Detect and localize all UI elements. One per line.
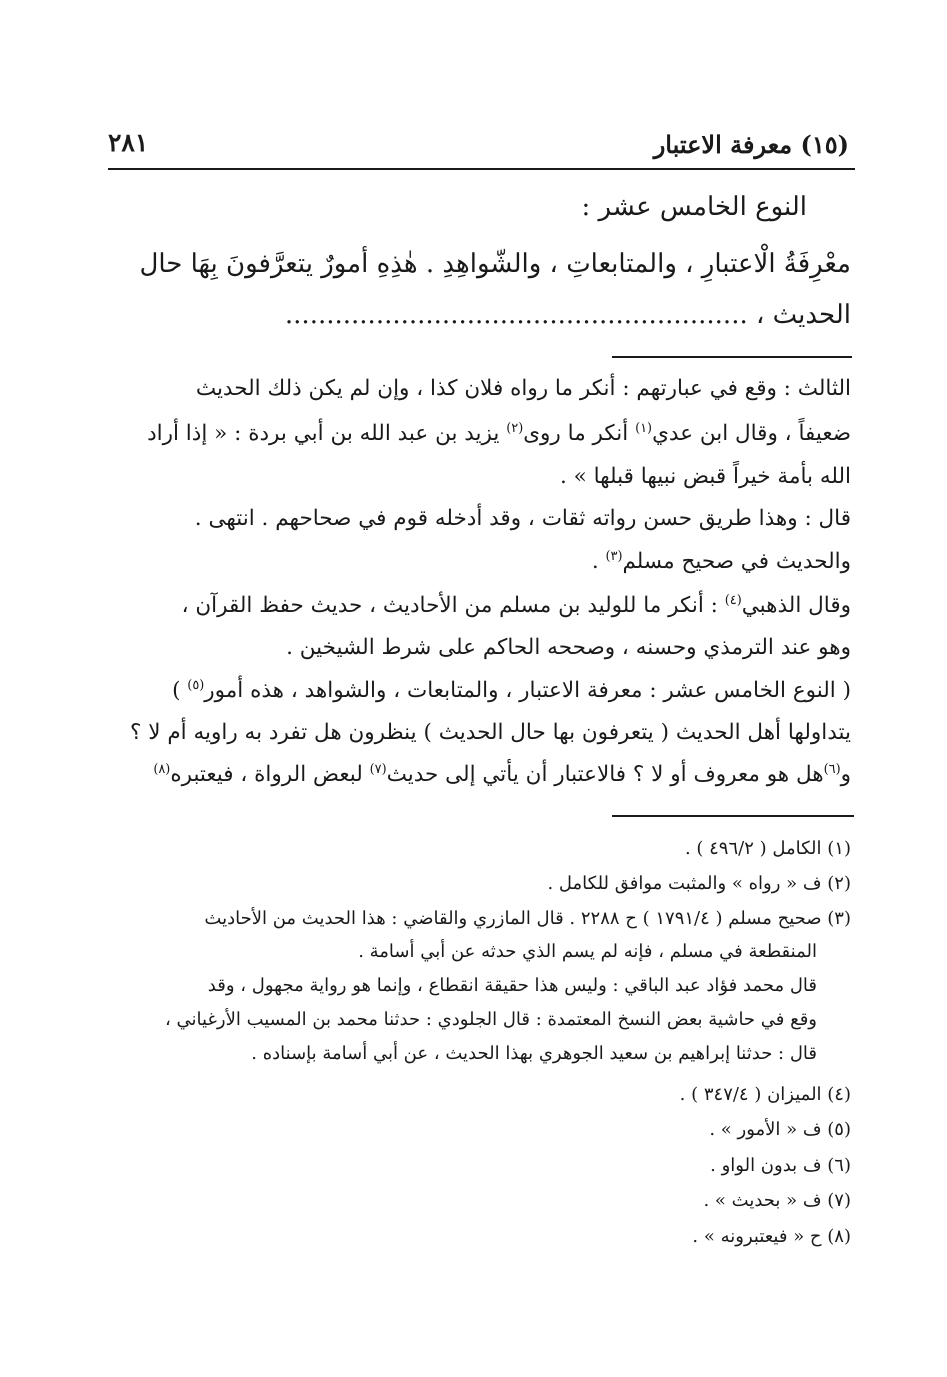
footnote-ref: (٦) — [823, 761, 841, 777]
footnote-ref: (٨) — [153, 761, 171, 777]
footnote-ref: (٣) — [605, 548, 623, 564]
commentary-text: : أنكر ما للوليد بن مسلم من الأحاديث ، حديث حفظ القرآن ، — [181, 593, 725, 618]
commentary-line-4: قال : وهذا طريق حسن رواته ثقات ، وقد أدخله قوم في صحاحهم . انتهى . — [194, 506, 851, 531]
footnote-3-cont-4: قال : حدثنا إبراهيم بن سعيد الجوهري بهذا الحديث ، عن أبي أسامة بإسناده . — [251, 1043, 817, 1064]
footnote-3-cont-3: وقع في حاشية بعض النسخ المعتمدة : قال الجلودي : حدثنا محمد بن المسيب الأرغياني ، — [165, 1009, 817, 1030]
footnote-1: (١) الكامل ( ٤٩٦/٢ ) . — [684, 838, 851, 859]
commentary-line-3: الله بأمة خيراً قبض نبيها قبلها » . — [559, 464, 851, 489]
footnote-5: (٥) ف « الأمور » . — [709, 1119, 851, 1140]
commentary-text: وقال الذهبي — [741, 593, 851, 618]
footnote-ref: (١) — [635, 420, 653, 436]
commentary-line-5 — [592, 549, 851, 574]
commentary-text: أنكر ما روى — [523, 421, 636, 446]
commentary-line-7: وهو عند الترمذي وحسنه ، وصححه الحاكم على شرط الشيخين . — [286, 635, 851, 660]
commentary-text: لبعض الرواة ، فيعتبره — [170, 762, 370, 787]
footnote-4: (٤) الميزان ( ٣٤٧/٤ ) . — [679, 1084, 851, 1105]
footnote-ref: (٤) — [724, 592, 742, 608]
footnote-7: (٧) ف « بحديث » . — [703, 1190, 851, 1211]
commentary-text: يزيد بن عبد الله بن أبي بردة : « إذا أراد — [147, 421, 507, 446]
main-text-separator — [612, 356, 852, 358]
commentary-line-2 — [147, 421, 851, 446]
footnote-8: (٨) ح « فيعتبرونه » . — [692, 1226, 851, 1247]
main-text-line-2: الحديث ، ........................................................ — [284, 300, 851, 330]
running-header — [108, 126, 855, 170]
footnote-separator — [612, 815, 854, 817]
commentary-text: والحديث في صحيح مسلم — [622, 549, 851, 574]
main-text-line-1: معْرِفَةُ الْاعتبارِ ، والمتابعاتِ ، والشّواهِدِ . هٰذِهِ أمورٌ يتعرَّفونَ بِهَا حال — [139, 249, 851, 279]
footnote-6: (٦) ف بدون الواو . — [710, 1155, 851, 1176]
commentary-line-1: الثالث : وقع في عبارتهم : أنكر ما رواه فلان كذا ، وإن لم يكن ذلك الحديث — [195, 376, 851, 401]
commentary-text: ) — [172, 678, 188, 703]
commentary-text: و — [840, 762, 851, 787]
footnote-3: (٣) صحيح مسلم ( ١٧٩١/٤ ) ح ٢٢٨٨ . قال المازري والقاضي : هذا الحديث من الأحاديث — [204, 908, 851, 929]
commentary-line-9: يتداولها أهل الحديث ( يتعرفون بها حال الحديث ) ينظرون هل تفرد به راويه أم لا ؟ — [130, 720, 851, 745]
commentary-line-10 — [153, 762, 851, 787]
footnote-ref: (٢) — [506, 420, 524, 436]
commentary-text: . — [591, 549, 606, 574]
footnote-3-cont-1: المنقطعة في مسلم ، فإنه لم يسم الذي حدثه عن أبي أسامة . — [358, 941, 817, 962]
commentary-line-6 — [182, 593, 851, 618]
section-heading: النوع الخامس عشر : — [581, 192, 807, 222]
footnote-2: (٢) ف « رواه » والمثبت موافق للكامل . — [547, 873, 851, 894]
commentary-text: ( النوع الخامس عشر : معرفة الاعتبار ، والمتابعات ، والشواهد ، هذه أمور — [204, 678, 851, 703]
chapter-title: (١٥) معرفة الاعتبار — [653, 130, 849, 159]
commentary-line-8 — [172, 678, 851, 703]
footnote-ref: (٥) — [187, 677, 205, 693]
commentary-text: ضعيفاً ، وقال ابن عدي — [652, 421, 851, 446]
page-number: ٢٨١ — [108, 128, 149, 157]
footnote-3-cont-2: قال محمد فؤاد عبد الباقي : وليس هذا حقيقة انقطاع ، وإنما هو رواية مجهول ، وقد — [207, 975, 817, 996]
commentary-text: هل هو معروف أو لا ؟ فالاعتبار أن يأتي إلى حديث — [386, 762, 824, 787]
footnote-ref: (٧) — [369, 761, 387, 777]
